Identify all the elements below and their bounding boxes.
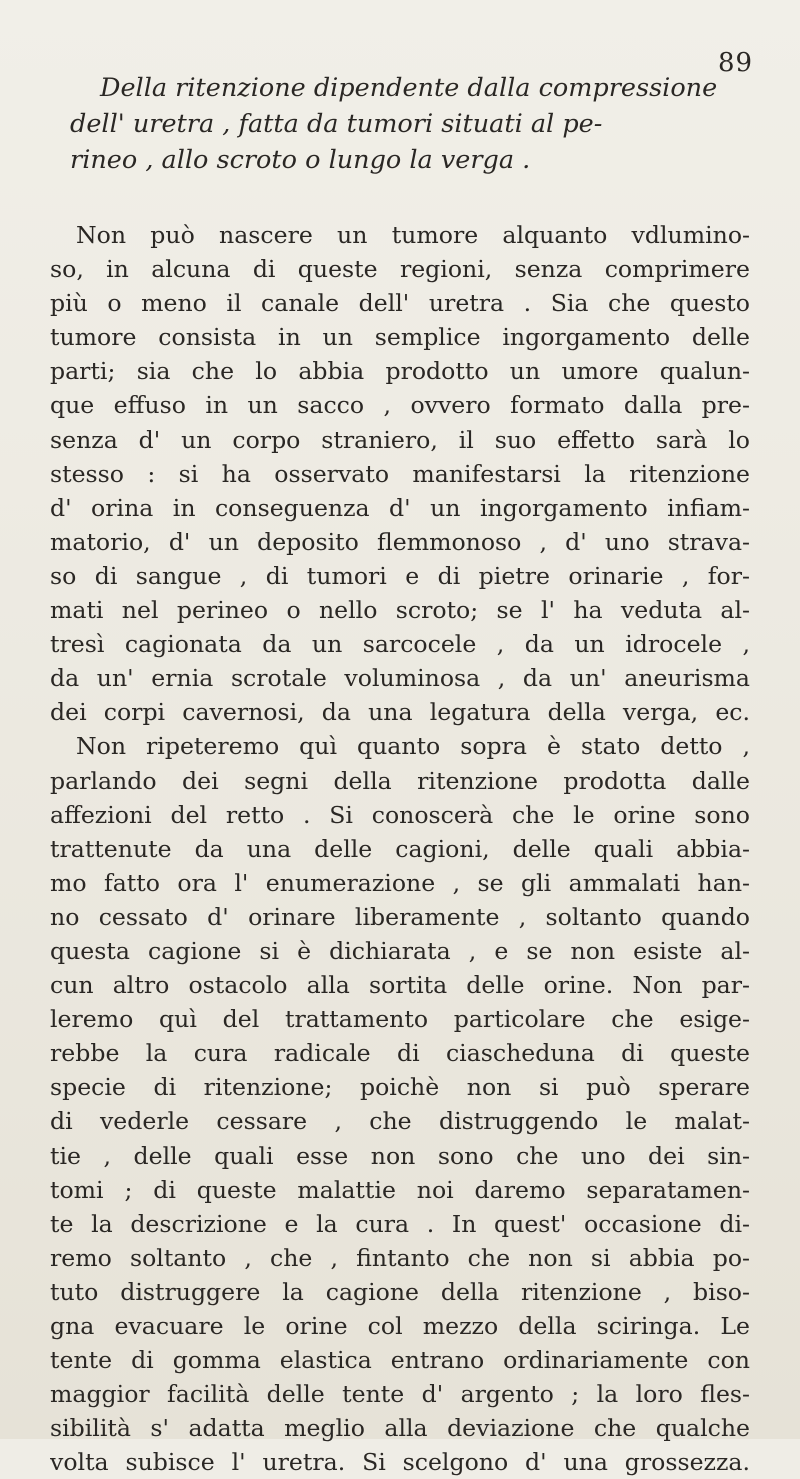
text-line: di vederle cessare , che distruggendo le malat- (50, 1107, 750, 1136)
text-line: maggior facilità delle tente d' argento ; la loro fles- (50, 1380, 750, 1409)
text-line: tomi ; di queste malattie noi daremo separatamen- (50, 1175, 750, 1204)
text-line: tie , delle quali esse non sono che uno dei sin- (50, 1141, 750, 1170)
text-line: tresì cagionata da un sarcocele , da un idrocele , (50, 630, 750, 659)
text-line: mati nel perineo o nello scroto; se l' ha veduta al- (50, 596, 750, 625)
heading-line: rineo , allo scroto o lungo la verga . (70, 145, 531, 175)
text-line: parlando dei segni della ritenzione prodotta dalle (50, 766, 750, 795)
body-text (50, 218, 750, 1479)
text-line: rebbe la cura radicale di ciascheduna di queste (50, 1039, 750, 1068)
text-line: mo fatto ora l' enumerazione , se gli ammalati han- (50, 868, 750, 897)
text-line: senza d' un corpo straniero, il suo effetto sarà lo (50, 425, 750, 454)
section-heading (70, 70, 750, 178)
text-line: parti; sia che lo abbia prodotto un umore qualun- (50, 357, 750, 386)
heading-line: Della ritenzione dipendente dalla compressione (100, 73, 718, 103)
text-line: cun altro ostacolo alla sortita delle orine. Non par- (50, 971, 750, 1000)
text-line: que effuso in un sacco , ovvero formato dalla pre- (50, 391, 750, 420)
text-line: Non può nascere un tumore alquanto vdlumino- (76, 221, 750, 249)
text-line: d' orina in conseguenza d' un ingorgamento infiam- (50, 493, 750, 522)
text-line: no cessato d' orinare liberamente , soltanto quando (50, 902, 750, 931)
heading-line: dell' uretra , fatta da tumori situati al pe- (70, 109, 603, 139)
text-line: affezioni del retto . Si conoscerà che le orine sono (50, 800, 750, 829)
text-line: specie di ritenzione; poichè non si può sperare (50, 1073, 750, 1102)
text-line: stesso : si ha osservato manifestarsi la ritenzione (50, 459, 750, 488)
page-number: 89 (718, 48, 754, 78)
text-line: so, in alcuna di queste regioni, senza comprimere (50, 255, 750, 284)
text-line: matorio, d' un deposito flemmonoso , d' uno strava- (50, 527, 750, 556)
text-line: tuto distruggere la cagione della ritenzione , biso- (50, 1277, 750, 1306)
text-line: trattenute da una delle cagioni, delle quali abbia- (50, 834, 750, 863)
text-line: so di sangue , di tumori e di pietre orinarie , for- (50, 561, 750, 590)
text-line: tente di gomma elastica entrano ordinariamente con (50, 1346, 750, 1375)
text-line: volta subisce l' uretra. Si scelgono d' una grossezza. (50, 1448, 750, 1477)
text-line: te la descrizione e la cura . In quest' occasione di- (50, 1209, 750, 1238)
text-line: da un' ernia scrotale voluminosa , da un' aneurisma (50, 664, 750, 693)
text-line: sibilità s' adatta meglio alla deviazione che qualche (50, 1414, 750, 1443)
text-line: Non ripeteremo quì quanto sopra è stato detto , (76, 732, 750, 761)
text-line: questa cagione si è dichiarata , e se non esiste al- (50, 936, 750, 965)
text-line: dei corpi cavernosi, da una legatura della verga, ec. (50, 698, 750, 727)
text-line: più o meno il canale dell' uretra . Sia che questo (50, 289, 750, 318)
text-line: remo soltanto , che , fintanto che non si abbia po- (50, 1243, 750, 1272)
text-line: gna evacuare le orine col mezzo della sciringa. Le (50, 1312, 750, 1340)
text-line: tumore consista in un semplice ingorgamento delle (50, 323, 750, 352)
text-line: leremo quì del trattamento particolare che esige- (50, 1005, 750, 1034)
